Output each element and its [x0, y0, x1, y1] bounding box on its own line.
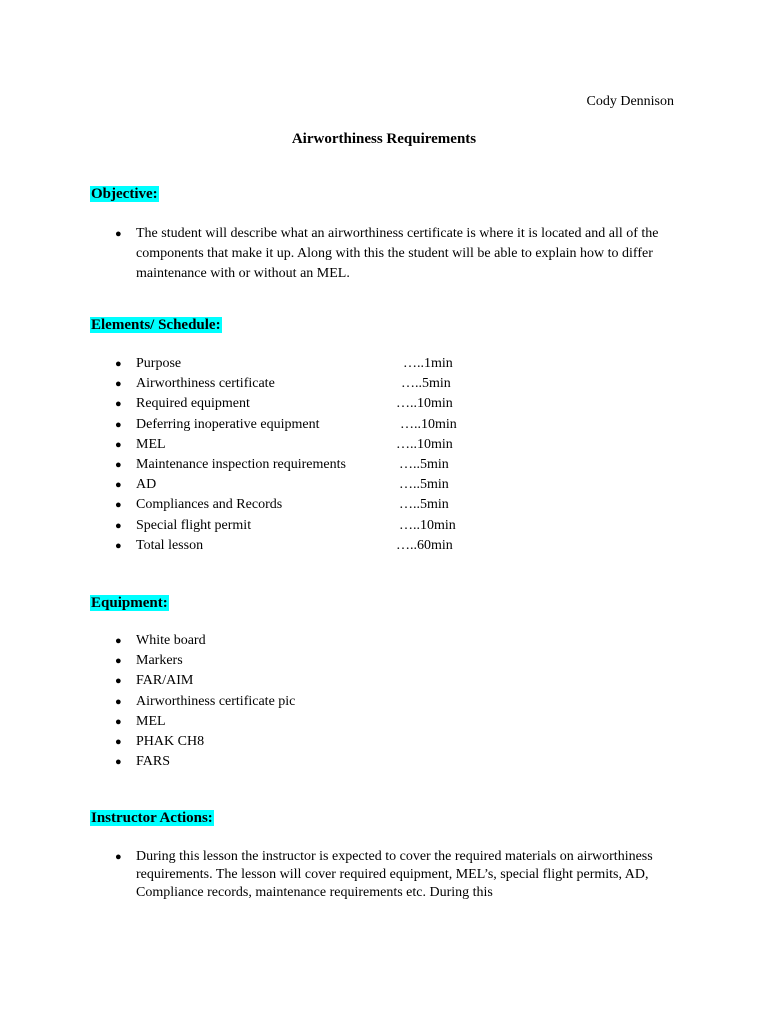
schedule-label: Maintenance inspection requirements: [136, 457, 346, 473]
schedule-label: Compliances and Records: [136, 497, 283, 513]
schedule-list: [112, 354, 532, 556]
schedule-item: [112, 374, 532, 394]
schedule-item: [112, 415, 532, 435]
schedule-time: …..5min: [399, 457, 449, 473]
objective-heading: [90, 184, 159, 205]
equipment-item: FARS: [136, 754, 170, 770]
instructor-actions-list: [112, 848, 656, 902]
bullet-icon: ●: [115, 695, 122, 708]
schedule-time: …..10min: [396, 436, 453, 452]
schedule-heading: [90, 315, 222, 336]
schedule-item: [112, 394, 532, 414]
equipment-item: MEL: [136, 713, 166, 729]
schedule-label: MEL: [136, 436, 166, 452]
list-item: [112, 752, 295, 772]
schedule-item: [112, 516, 532, 536]
document-title: Airworthiness Requirements: [291, 131, 477, 147]
schedule-label: Total lesson: [136, 537, 204, 553]
objective-list: [112, 224, 680, 284]
bullet-icon: ●: [115, 851, 122, 863]
equipment-heading-text: Equipment:: [91, 595, 168, 611]
schedule-time: …..10min: [399, 517, 456, 533]
bullet-icon: ●: [115, 358, 122, 370]
bullet-icon: ●: [115, 418, 122, 431]
schedule-item: [112, 536, 532, 556]
bullet-icon: ●: [115, 228, 122, 240]
author-name: Cody Dennison: [586, 94, 674, 109]
schedule-time: …..10min: [396, 396, 453, 412]
schedule-item: [112, 435, 532, 455]
bullet-icon: ●: [115, 539, 122, 552]
equipment-item: PHAK CH8: [136, 734, 205, 750]
schedule-item: [112, 455, 532, 475]
equipment-item: FAR/AIM: [136, 673, 194, 689]
schedule-item: [112, 354, 532, 374]
bullet-icon: ●: [115, 675, 122, 688]
instructor-actions-heading-text: Instructor Actions:: [91, 810, 213, 826]
bullet-icon: ●: [115, 398, 122, 411]
list-item: [112, 692, 295, 712]
list-item: [112, 671, 295, 691]
list-item: [112, 732, 295, 752]
bullet-icon: ●: [115, 459, 122, 472]
objective-text: The student will describe what an airworthiness certificate is where it is located and all of the components that make it up. Along with this the student will be able to explain how to differ maintenance with or without an MEL.: [136, 226, 659, 281]
schedule-label: Special flight permit: [136, 517, 252, 533]
equipment-item: White board: [136, 633, 206, 648]
schedule-time: …..5min: [399, 477, 449, 493]
schedule-label: Airworthiness certificate: [136, 376, 275, 392]
schedule-heading-text: Elements/ Schedule:: [91, 317, 221, 333]
bullet-icon: ●: [115, 438, 122, 451]
bullet-icon: ●: [115, 715, 122, 728]
schedule-item: [112, 475, 532, 495]
schedule-time: …..5min: [399, 497, 449, 513]
equipment-heading: [90, 593, 169, 614]
instructor-actions-heading: [90, 808, 214, 829]
schedule-item: [112, 495, 532, 515]
list-item: [112, 631, 295, 651]
schedule-time: …..5min: [401, 376, 451, 392]
bullet-icon: ●: [115, 378, 122, 391]
objective-heading-text: Objective:: [91, 186, 158, 202]
list-item: [112, 651, 295, 671]
bullet-icon: ●: [115, 736, 122, 749]
schedule-label: Purpose: [136, 356, 182, 371]
schedule-time: …..10min: [400, 416, 457, 432]
equipment-list: [112, 631, 295, 772]
bullet-icon: ●: [115, 519, 122, 532]
instructor-actions-text: During this lesson the instructor is expected to cover the required materials on airworthiness requirements. The lesson will cover required equipment, MEL’s, special flight permits, AD, Compliance records, maintenance requirements etc. During this: [136, 849, 653, 900]
list-item: [112, 224, 680, 284]
equipment-item: Markers: [136, 653, 183, 669]
schedule-time: …..60min: [396, 537, 453, 553]
schedule-label: Required equipment: [136, 396, 250, 412]
bullet-icon: ●: [115, 479, 122, 492]
list-item: [112, 712, 295, 732]
list-item: [112, 848, 656, 902]
schedule-time: …..1min: [403, 356, 453, 371]
bullet-icon: ●: [115, 655, 122, 668]
equipment-item: Airworthiness certificate pic: [136, 693, 296, 709]
bullet-icon: ●: [115, 756, 122, 769]
schedule-label: AD: [136, 477, 157, 493]
bullet-icon: ●: [115, 499, 122, 512]
schedule-label: Deferring inoperative equipment: [136, 416, 320, 432]
bullet-icon: ●: [115, 635, 122, 647]
